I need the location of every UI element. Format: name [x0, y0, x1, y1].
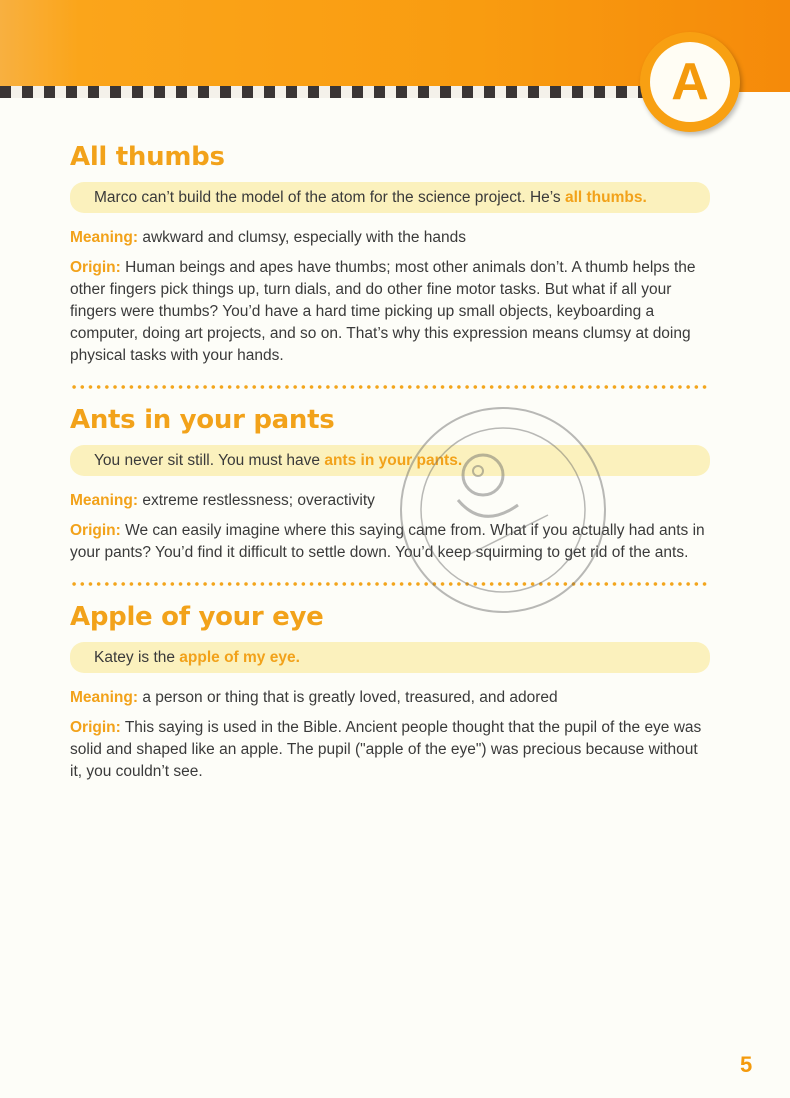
example-highlight: apple of my eye.	[179, 649, 300, 666]
meaning-label: Meaning:	[70, 492, 139, 509]
dotted-divider	[70, 582, 710, 586]
origin-label: Origin:	[70, 259, 121, 276]
checker-strip	[0, 86, 650, 98]
example-text: You never sit still. You must have	[94, 452, 325, 469]
meaning	[70, 490, 710, 512]
origin-text: This saying is used in the Bible. Ancient people thought that the pupil of the eye was solid and shaped like an apple. The pupil ("apple of the eye") was precious because without it, you couldn’t see.	[70, 719, 702, 780]
origin-label: Origin:	[70, 719, 121, 736]
entry-apple-of-your-eye	[70, 600, 710, 783]
meaning-label: Meaning:	[70, 689, 139, 706]
origin-label: Origin:	[70, 522, 121, 539]
meaning-text: extreme restlessness; overactivity	[142, 492, 375, 509]
example-highlight: ants in your pants.	[324, 452, 463, 469]
entry-title: All thumbs	[70, 142, 225, 172]
page-number: 5	[740, 1052, 753, 1077]
origin-text: Human beings and apes have thumbs; most other animals don’t. A thumb helps the other fingers pick things up, turn dials, and do other fine motor tasks. But what if all your fingers were thumbs? You’d have a hard time picking up small objects, keyboarding a computer, doing art projects, and so on. That’s why this expression means clumsy at doing physical tasks with your hands.	[70, 259, 696, 364]
dotted-divider	[70, 385, 710, 389]
origin	[70, 257, 710, 367]
entry-title: Apple of your eye	[70, 602, 324, 632]
meaning-label: Meaning:	[70, 229, 139, 246]
meaning-text: a person or thing that is greatly loved, treasured, and adored	[142, 689, 558, 706]
section-badge	[640, 32, 740, 132]
meaning-text: awkward and clumsy, especially with the hands	[142, 229, 466, 246]
origin-text: We can easily imagine where this saying came from. What if you actually had ants in your pants? You’d find it difficult to settle down. You’d keep squirming to get rid of the ants.	[70, 522, 705, 561]
meaning	[70, 227, 710, 249]
origin	[70, 520, 710, 564]
entry-all-thumbs	[70, 140, 710, 367]
example-text: Marco can’t build the model of the atom for the science project. He’s	[94, 189, 565, 206]
example-box	[70, 182, 710, 213]
entry-ants-in-your-pants	[70, 403, 710, 564]
example-highlight: all thumbs.	[564, 189, 647, 206]
content-column	[70, 140, 710, 783]
example-box	[70, 445, 710, 476]
meaning	[70, 687, 710, 709]
section-letter: A	[650, 42, 730, 122]
example-box	[70, 642, 710, 673]
entry-title: Ants in your pants	[70, 405, 335, 435]
example-text: Katey is the	[94, 649, 180, 666]
origin	[70, 717, 710, 783]
